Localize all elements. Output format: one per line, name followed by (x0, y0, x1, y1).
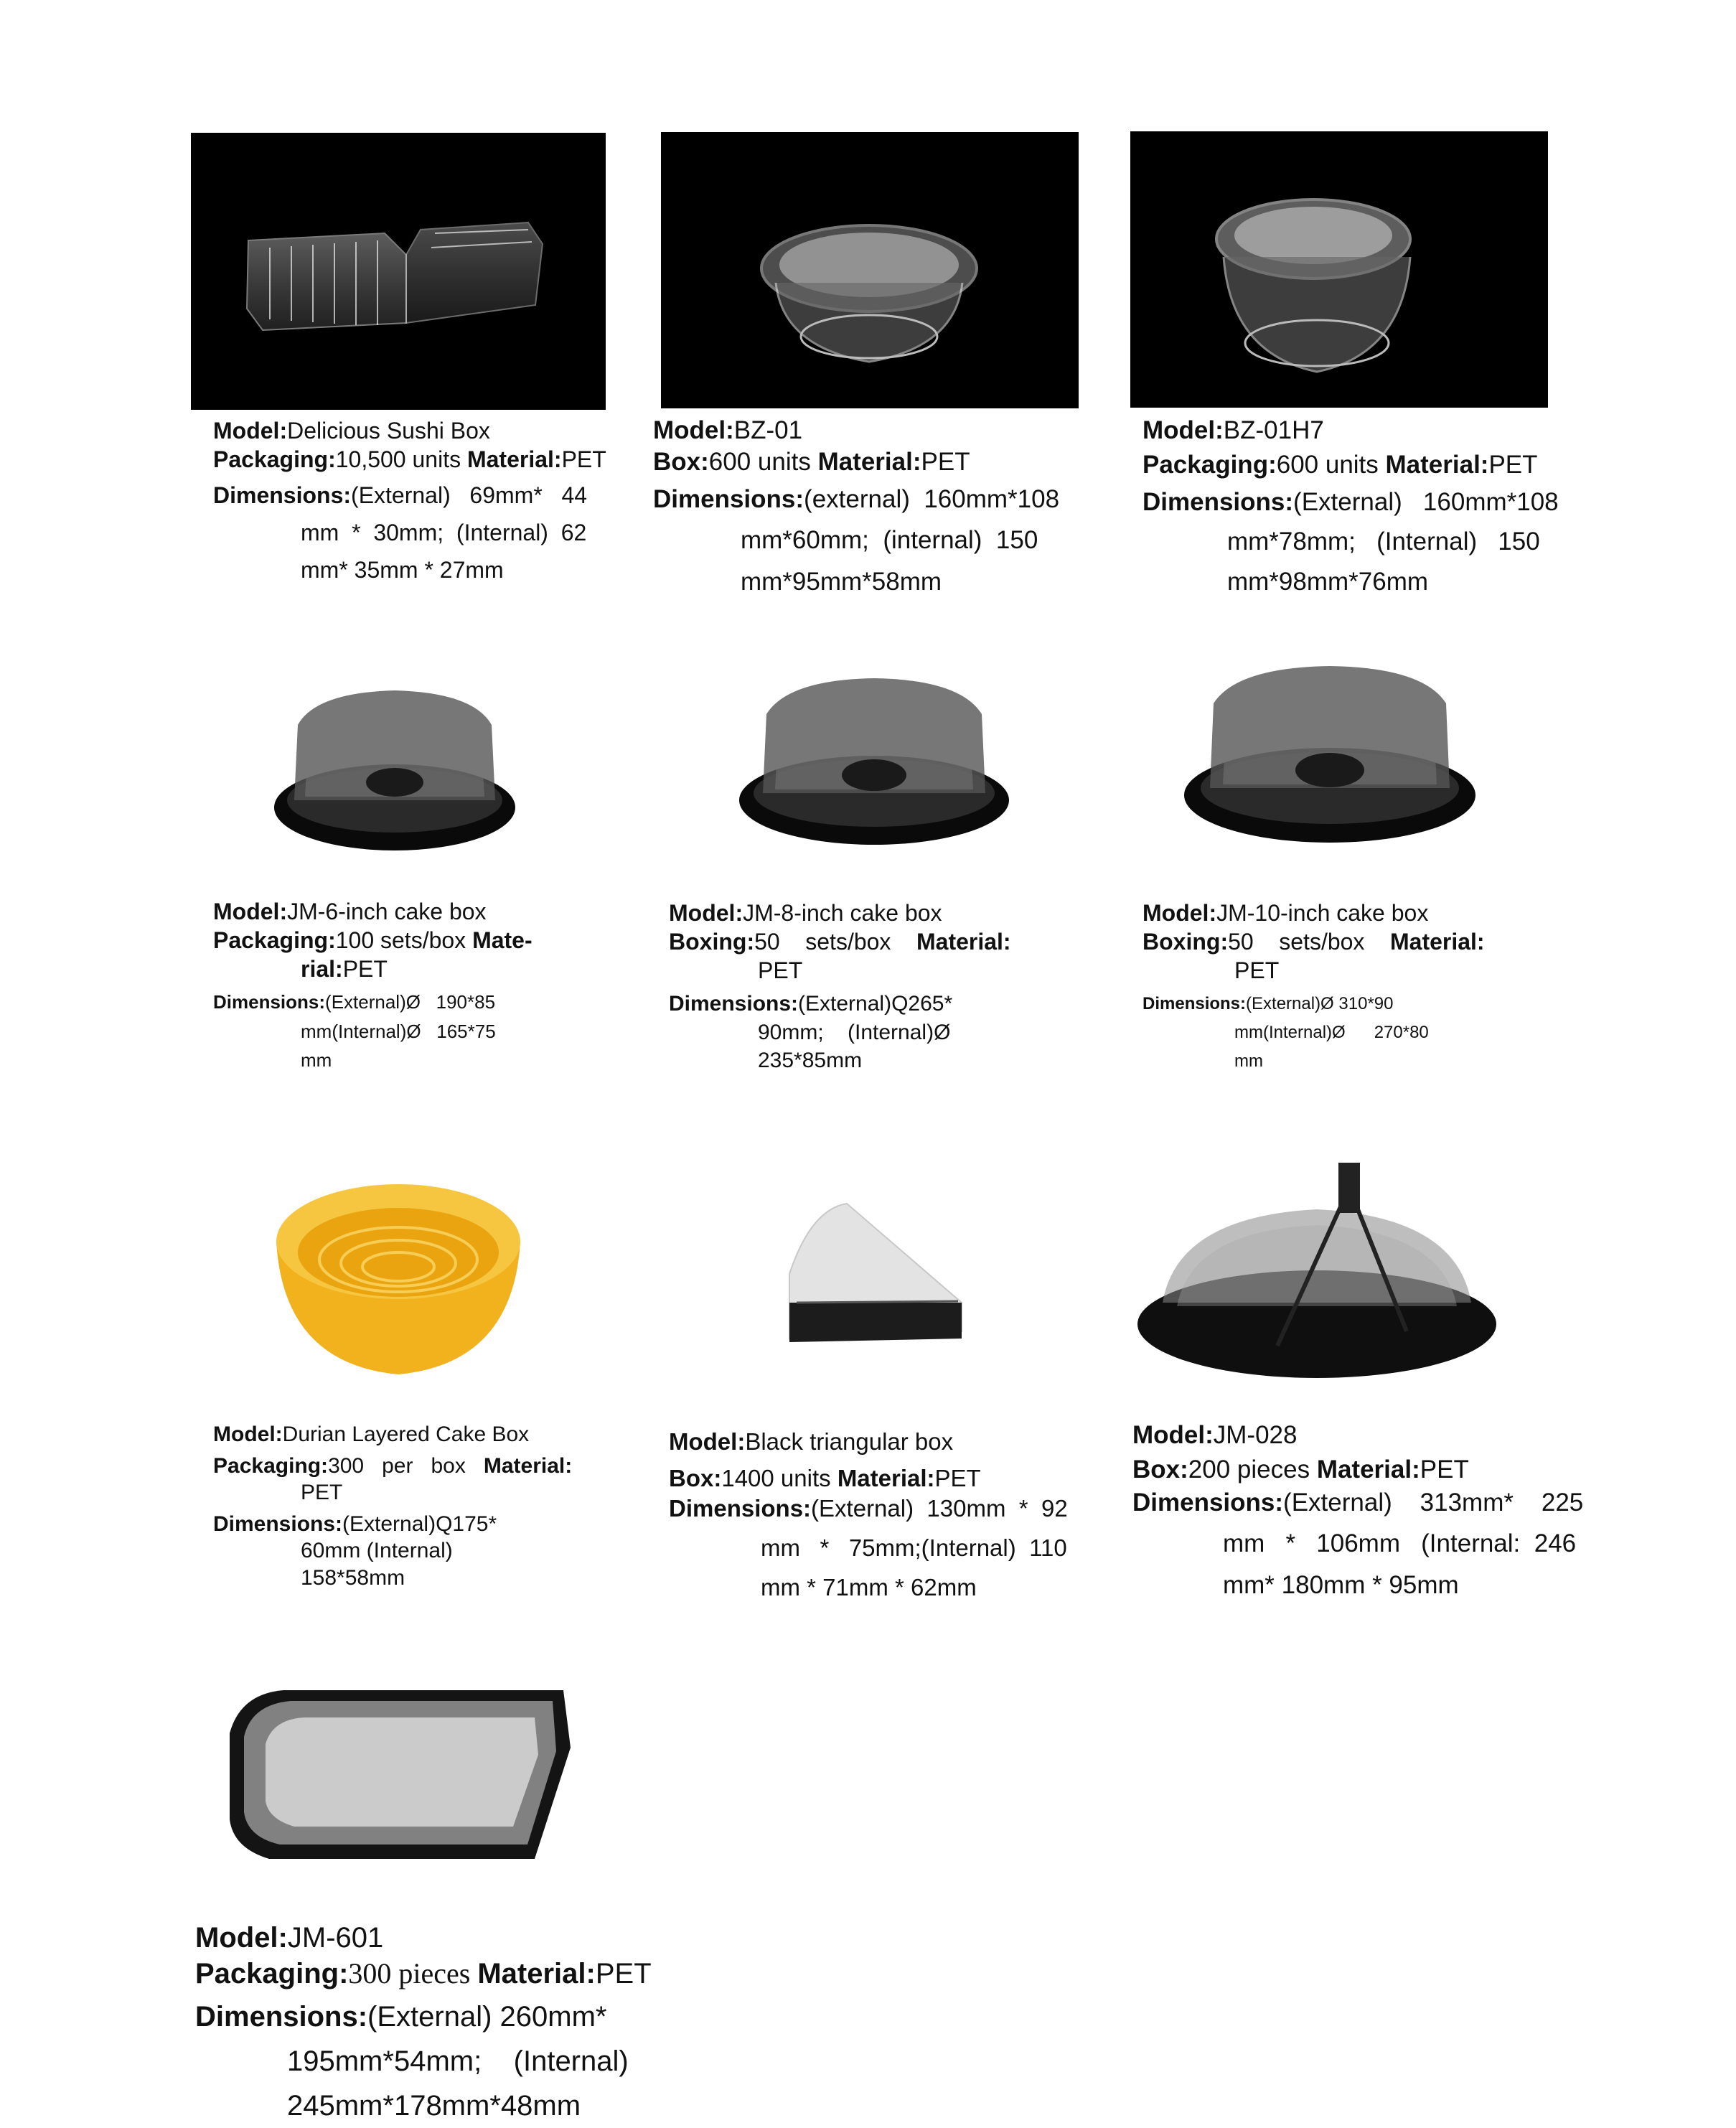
material-value: PET (921, 447, 970, 476)
model-label: Model: (653, 416, 734, 444)
product-photo-jm6-cake-box (273, 682, 517, 858)
product-photo-bz01 (661, 132, 1079, 408)
dimensions-cont-1: mm * 75mm;(Internal) 110 (761, 1534, 1067, 1561)
dimensions-label: Dimensions: (1143, 994, 1247, 1013)
product-photo-durian-bowl (269, 1170, 527, 1378)
dimensions-cont-2: mm*98mm*76mm (1227, 568, 1429, 596)
dimensions-cont-2: mm (1234, 1051, 1263, 1071)
dimensions-cont-1: mm(Internal)Ø 270*80 (1234, 1023, 1429, 1042)
model-label: Model: (1132, 1421, 1214, 1449)
model-name: JM-6-inch cake box (287, 899, 487, 924)
product-spec-sushi-box (213, 416, 629, 584)
material-value: PET (1234, 957, 1280, 983)
boxing-label: Boxing: (669, 929, 755, 955)
box-label: Box: (669, 1465, 722, 1492)
material-value: PET (934, 1465, 981, 1492)
material-label: Material: (477, 1958, 596, 1989)
dimensions-value: (External)Ø 190*85 (325, 991, 496, 1013)
packaging-label: Packaging: (1143, 450, 1277, 479)
packaging-label: Packaging: (213, 927, 336, 953)
box-label: Box: (1132, 1455, 1188, 1483)
model-name: JM-601 (287, 1922, 384, 1954)
material-label: Material: (837, 1465, 935, 1492)
material-label-cont: rial: (301, 956, 343, 982)
product-spec-jm6 (213, 897, 615, 1072)
dimensions-cont-2: mm* 35mm * 27mm (301, 557, 504, 583)
dimensions-value: (External) 313mm* 225 (1283, 1488, 1584, 1517)
model-name: JM-10-inch cake box (1216, 900, 1429, 926)
product-spec-triangle (669, 1427, 1099, 1602)
dimensions-value: (External) 69mm* 44 (351, 482, 588, 508)
model-name: JM-8-inch cake box (743, 900, 942, 926)
model-name: Durian Layered Cake Box (282, 1422, 530, 1446)
model-label: Model: (1143, 900, 1217, 926)
boxing-value: 50 sets/box (1228, 929, 1390, 955)
material-value: PET (758, 957, 803, 983)
model-name: JM-028 (1213, 1421, 1298, 1449)
material-label: Material: (1385, 450, 1489, 479)
dimensions-label: Dimensions: (195, 2001, 368, 2033)
box-label: Box: (653, 447, 709, 476)
product-photo-jm10-cake-box (1183, 659, 1477, 849)
dimensions-cont-2: mm* 180mm * 95mm (1223, 1571, 1459, 1599)
material-label: Material: (1389, 929, 1485, 955)
packaging-label: Packaging: (195, 1958, 349, 1989)
material-value: PET (1488, 450, 1538, 479)
packaging-value: 10,500 units (335, 446, 467, 472)
dimensions-value: (External) 130mm * 92 (811, 1494, 1068, 1522)
dimensions-cont-1: 195mm*54mm; (Internal) (287, 2045, 629, 2077)
dimensions-value: (External) 160mm*108 (1293, 487, 1559, 516)
material-value: PET (301, 1481, 343, 1504)
model-label: Model: (669, 1428, 746, 1455)
dimensions-cont-1: mm*60mm; (internal) 150 (741, 526, 1038, 555)
packaging-label: Packaging: (213, 446, 336, 472)
model-label: Model: (213, 418, 288, 444)
packaging-value: 600 units (1276, 450, 1386, 479)
product-spec-durian (213, 1421, 615, 1591)
dimensions-cont-1: mm*78mm; (Internal) 150 (1227, 528, 1540, 556)
product-spec-jm10 (1143, 899, 1516, 1072)
product-spec-bz01 (653, 415, 1084, 598)
packaging-value: 300 per box (328, 1453, 484, 1478)
packaging-value: 100 sets/box (335, 927, 473, 953)
dimensions-cont-2: mm*95mm*58mm (741, 568, 942, 596)
product-photo-jm8-cake-box (738, 671, 1010, 850)
material-label: Mate- (472, 927, 532, 953)
dimensions-label: Dimensions: (213, 991, 326, 1013)
dimensions-cont-2: 235*85mm (758, 1049, 863, 1072)
material-label: Material: (466, 446, 562, 472)
product-photo-triangle-box (782, 1195, 972, 1349)
dimensions-label: Dimensions: (669, 992, 799, 1016)
dimensions-cont-1: mm(Internal)Ø 165*75 (301, 1020, 496, 1042)
dimensions-cont-1: 60mm (Internal) (301, 1539, 453, 1562)
dimensions-value: (External)Ø 310*90 (1246, 994, 1394, 1013)
product-photo-sushi-box (191, 133, 606, 410)
boxing-label: Boxing: (1143, 929, 1229, 955)
model-name: Black triangular box (745, 1428, 954, 1455)
material-value: PET (561, 446, 606, 472)
model-label: Model: (213, 1422, 283, 1446)
dimensions-label: Dimensions: (653, 484, 804, 513)
boxing-value: 50 sets/box (754, 929, 916, 955)
product-photo-jm028-handled-box (1134, 1159, 1500, 1403)
product-photo-bz01h7 (1130, 131, 1548, 408)
product-spec-jm028 (1132, 1420, 1592, 1601)
material-label: Material: (483, 1453, 573, 1478)
packaging-label: Packaging: (213, 1453, 329, 1478)
dimensions-cont-1: 90mm; (Internal)Ø (758, 1020, 951, 1044)
dimensions-label: Dimensions: (1143, 487, 1294, 516)
product-photo-jm601-tray (226, 1676, 574, 1866)
model-label: Model: (1143, 416, 1224, 444)
dimensions-label: Dimensions: (213, 1511, 343, 1536)
model-name: BZ-01 (733, 416, 803, 444)
dimensions-cont-1: mm * 106mm (Internal: 246 (1223, 1529, 1577, 1558)
dimensions-label: Dimensions: (1132, 1488, 1284, 1517)
product-spec-jm601 (195, 1920, 698, 2124)
dimensions-cont-2: mm (301, 1049, 332, 1071)
dimensions-label: Dimensions: (213, 482, 352, 508)
model-name: Delicious Sushi Box (287, 418, 490, 444)
dimensions-value: (External)Q175* (342, 1511, 497, 1536)
material-label: Material: (817, 447, 921, 476)
box-value: 1400 units (721, 1465, 837, 1492)
dimensions-cont-2: mm * 71mm * 62mm (761, 1574, 977, 1600)
material-value: PET (1420, 1455, 1469, 1483)
dimensions-value: (External) 260mm* (367, 2001, 607, 2033)
product-spec-jm8 (669, 899, 1042, 1074)
model-name: BZ-01H7 (1223, 416, 1324, 444)
dimensions-cont-1: mm * 30mm; (Internal) 62 (301, 520, 587, 545)
model-label: Model: (669, 900, 743, 926)
material-label: Material: (1316, 1455, 1420, 1483)
dimensions-cont-2: 158*58mm (301, 1565, 405, 1590)
material-label: Material: (916, 929, 1011, 955)
box-value: 200 pieces (1188, 1455, 1317, 1483)
material-value: PET (342, 956, 388, 982)
dimensions-label: Dimensions: (669, 1494, 812, 1522)
box-value: 600 units (708, 447, 818, 476)
product-spec-bz01h7 (1143, 415, 1573, 598)
dimensions-value: (External)Q265* (798, 992, 953, 1016)
dimensions-value: (external) 160mm*108 (804, 484, 1060, 513)
packaging-value: 300 pieces (348, 1957, 478, 1989)
model-label: Model: (213, 899, 288, 924)
material-value: PET (595, 1958, 652, 1989)
model-label: Model: (195, 1922, 288, 1954)
dimensions-cont-2: 245mm*178mm*48mm (287, 2090, 581, 2122)
